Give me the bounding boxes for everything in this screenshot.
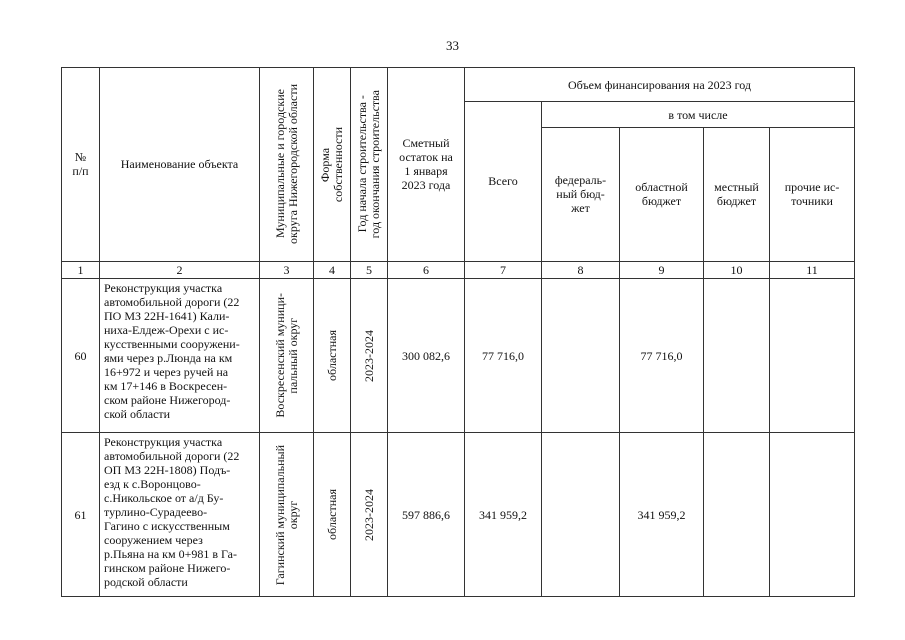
column-number: 5 bbox=[351, 261, 388, 278]
row-district-text: Воскресенский муници- пальный округ bbox=[272, 293, 300, 418]
column-number-row bbox=[62, 261, 855, 278]
row-regional: 77 716,0 bbox=[620, 278, 704, 433]
row-total: 77 716,0 bbox=[465, 278, 542, 433]
row-balance: 300 082,6 bbox=[388, 278, 465, 433]
column-number: 3 bbox=[260, 261, 314, 278]
row-num: 60 bbox=[62, 278, 100, 433]
row-federal bbox=[542, 278, 620, 433]
column-number: 4 bbox=[314, 261, 351, 278]
row-years bbox=[351, 433, 388, 597]
table-row bbox=[62, 278, 855, 433]
row-years-text: 2023-2024 bbox=[361, 329, 376, 382]
header-years bbox=[351, 68, 388, 262]
row-years bbox=[351, 278, 388, 433]
row-ownership-text: областная bbox=[324, 489, 339, 541]
row-ownership-text: областная bbox=[324, 330, 339, 382]
header-local: местный бюджет bbox=[704, 128, 770, 262]
row-balance: 597 886,6 bbox=[388, 433, 465, 597]
header-num: № п/п bbox=[62, 68, 100, 262]
header-funding-title: Объем финансирования на 2023 год bbox=[465, 68, 855, 102]
row-object-name: Реконструкция участка автомобильной дороги (22 ОП МЗ 22Н-1808) Подъ- езд к с.Воронцово- с.Никольское от а/д Бу- турлино-Сурадеево- Гагино с искусственным сооружением через р.Пьяна на км 0+981 в Га- гинском районе Нижего- родской области bbox=[100, 433, 260, 597]
header-ownership-text: Форма собственности bbox=[318, 126, 345, 202]
header-district bbox=[260, 68, 314, 262]
row-ownership bbox=[314, 433, 351, 597]
header-ownership bbox=[314, 68, 351, 262]
page-number: 33 bbox=[446, 38, 459, 53]
column-number: 11 bbox=[770, 261, 855, 278]
header-total: Всего bbox=[465, 102, 542, 262]
header-district-text: Муниципальные и городские округа Нижегородской области bbox=[272, 84, 300, 245]
header-years-text: Год начала строительства - год окончания строительства bbox=[355, 90, 382, 239]
construction-funding-table bbox=[61, 67, 855, 597]
column-number: 1 bbox=[62, 261, 100, 278]
row-regional: 341 959,2 bbox=[620, 433, 704, 597]
header-federal: федераль- ный бюд- жет bbox=[542, 128, 620, 262]
row-total: 341 959,2 bbox=[465, 433, 542, 597]
row-other bbox=[770, 433, 855, 597]
row-district-text: Гагинский муниципальный округ bbox=[272, 444, 300, 585]
column-number: 7 bbox=[465, 261, 542, 278]
row-other bbox=[770, 278, 855, 433]
header-row-1 bbox=[62, 68, 855, 102]
column-number: 6 bbox=[388, 261, 465, 278]
row-ownership bbox=[314, 278, 351, 433]
header-regional: областной бюджет bbox=[620, 128, 704, 262]
row-district bbox=[260, 433, 314, 597]
column-number: 10 bbox=[704, 261, 770, 278]
header-name: Наименование объекта bbox=[100, 68, 260, 262]
column-number: 8 bbox=[542, 261, 620, 278]
row-local bbox=[704, 433, 770, 597]
header-including: в том числе bbox=[542, 102, 855, 128]
column-number: 2 bbox=[100, 261, 260, 278]
row-num: 61 bbox=[62, 433, 100, 597]
row-object-name: Реконструкция участка автомобильной дороги (22 ПО МЗ 22Н-1641) Кали- ниха-Елдеж-Орехи с ис- кусственными сооружени- ями через р.Люнда на км 16+972 и через ручей на км 17+146 в Воскресен- ском районе Нижегород- ской области bbox=[100, 278, 260, 433]
row-district bbox=[260, 278, 314, 433]
column-number: 9 bbox=[620, 261, 704, 278]
header-other: прочие ис- точники bbox=[770, 128, 855, 262]
row-federal bbox=[542, 433, 620, 597]
row-years-text: 2023-2024 bbox=[361, 488, 376, 541]
table-row bbox=[62, 433, 855, 597]
header-balance: Сметный остаток на 1 января 2023 года bbox=[388, 68, 465, 262]
row-local bbox=[704, 278, 770, 433]
